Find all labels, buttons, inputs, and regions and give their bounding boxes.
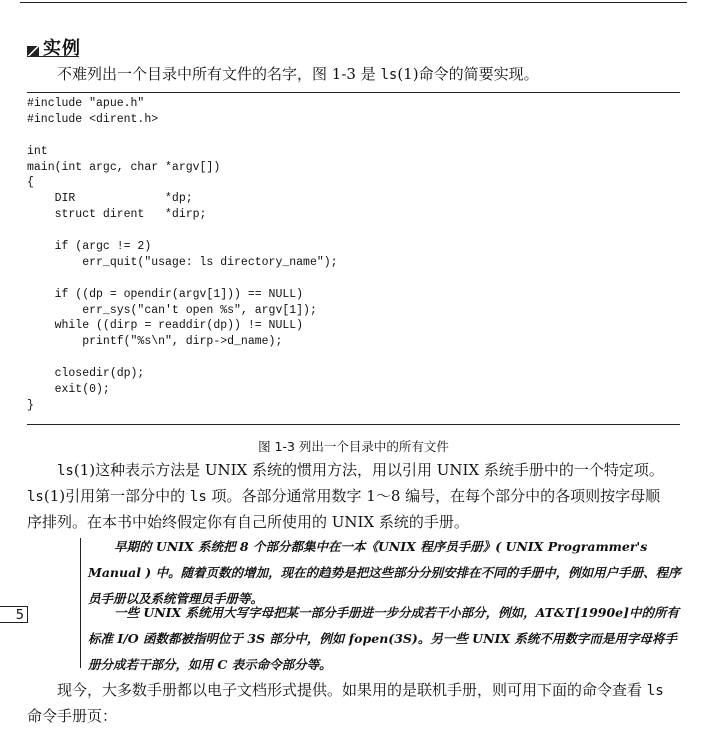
code-line: if (argc != 2) [27,240,152,254]
code-bottom-rule [27,424,680,425]
code-line [27,223,677,239]
inline-code: ls [57,463,74,479]
code-line: err_quit("usage: ls directory_name"); [27,255,338,269]
code-top-rule [27,92,680,93]
code-line: printf("%s\n", dirp->d_name); [27,335,283,349]
inline-code: ls [189,489,207,505]
code-line [27,128,677,144]
code-line: DIR *dp; [27,192,193,206]
top-rule [20,2,687,3]
code-line: struct dirent *dirp; [27,208,207,222]
code-line: main(int argc, char *argv[]) [27,160,221,174]
code-line: #include "apue.h" [27,97,145,110]
code-line [27,271,677,287]
inline-code: ls [646,683,664,699]
code-line [27,350,677,366]
intro-paragraph: 不难列出一个目录中所有文件的名字，图 1-3 是 ls(1)命令的简要实现。 [57,65,539,83]
body-paragraph: ls(1)这种表示方法是 UNIX 系统的惯用方法，用以引用 UNIX 系统手册中的一个特定项。 ls(1)引用第一部分中的 ls 项。各部分通常用数字 1～8 编号，在每个部分中的各项则按字母顺 序排列。在本书中始终假定你有自己所使用的 UNIX 系统的手册。 [27,461,664,531]
code-line: exit(0); [27,383,110,397]
note-paragraph-1: 早期的 UNIX 系统把 8 个部分都集中在一本《UNIX 程序员手册》( UNIX Programmer's Manual ) 中。随着页数的增加，现在的趋势是把这些部分分别安排在不同的手册中，例如用户手册、程序员手册以及系统管理员手册等。 [88,539,681,606]
note-paragraph-2: 一些 UNIX 系统用大写字母把某一部分手册进一步分成若干小部分，例如，AT&T[1990e]中的所有标准 I/O 函数都被指明位于 3S 部分中，例如 fopen(3S)。另一些 UNIX 系统不用数字而是用字母将手册分成若干部分，如用 C 表示命令部分等。 [88,605,680,672]
page-marker: 5 [0,606,28,623]
note-side-bar [80,538,81,668]
inline-code: ls [380,67,398,83]
code-line: { [27,176,34,190]
section-heading-text: 实例 [43,38,81,59]
code-line: } [27,398,34,412]
code-line: err_sys("can't open %s", argv[1]); [27,303,317,317]
code-line: int [27,144,48,158]
code-line: while ((dirp = readdir(dp)) != NULL) [27,319,304,333]
code-line: #include <dirent.h> [27,112,159,126]
code-listing [27,96,677,414]
code-line: closedir(dp); [27,367,145,381]
code-line: if ((dp = opendir(argv[1])) == NULL) [27,287,304,301]
figure-caption: 图 1-3 列出一个目录中的所有文件 [258,439,449,454]
closing-paragraph: 现今，大多数手册都以电子文档形式提供。如果用的是联机手册，则可用下面的命令查看 ls 命令手册页： [27,681,664,725]
inline-code: ls [27,489,44,505]
heading-underline [27,56,79,57]
